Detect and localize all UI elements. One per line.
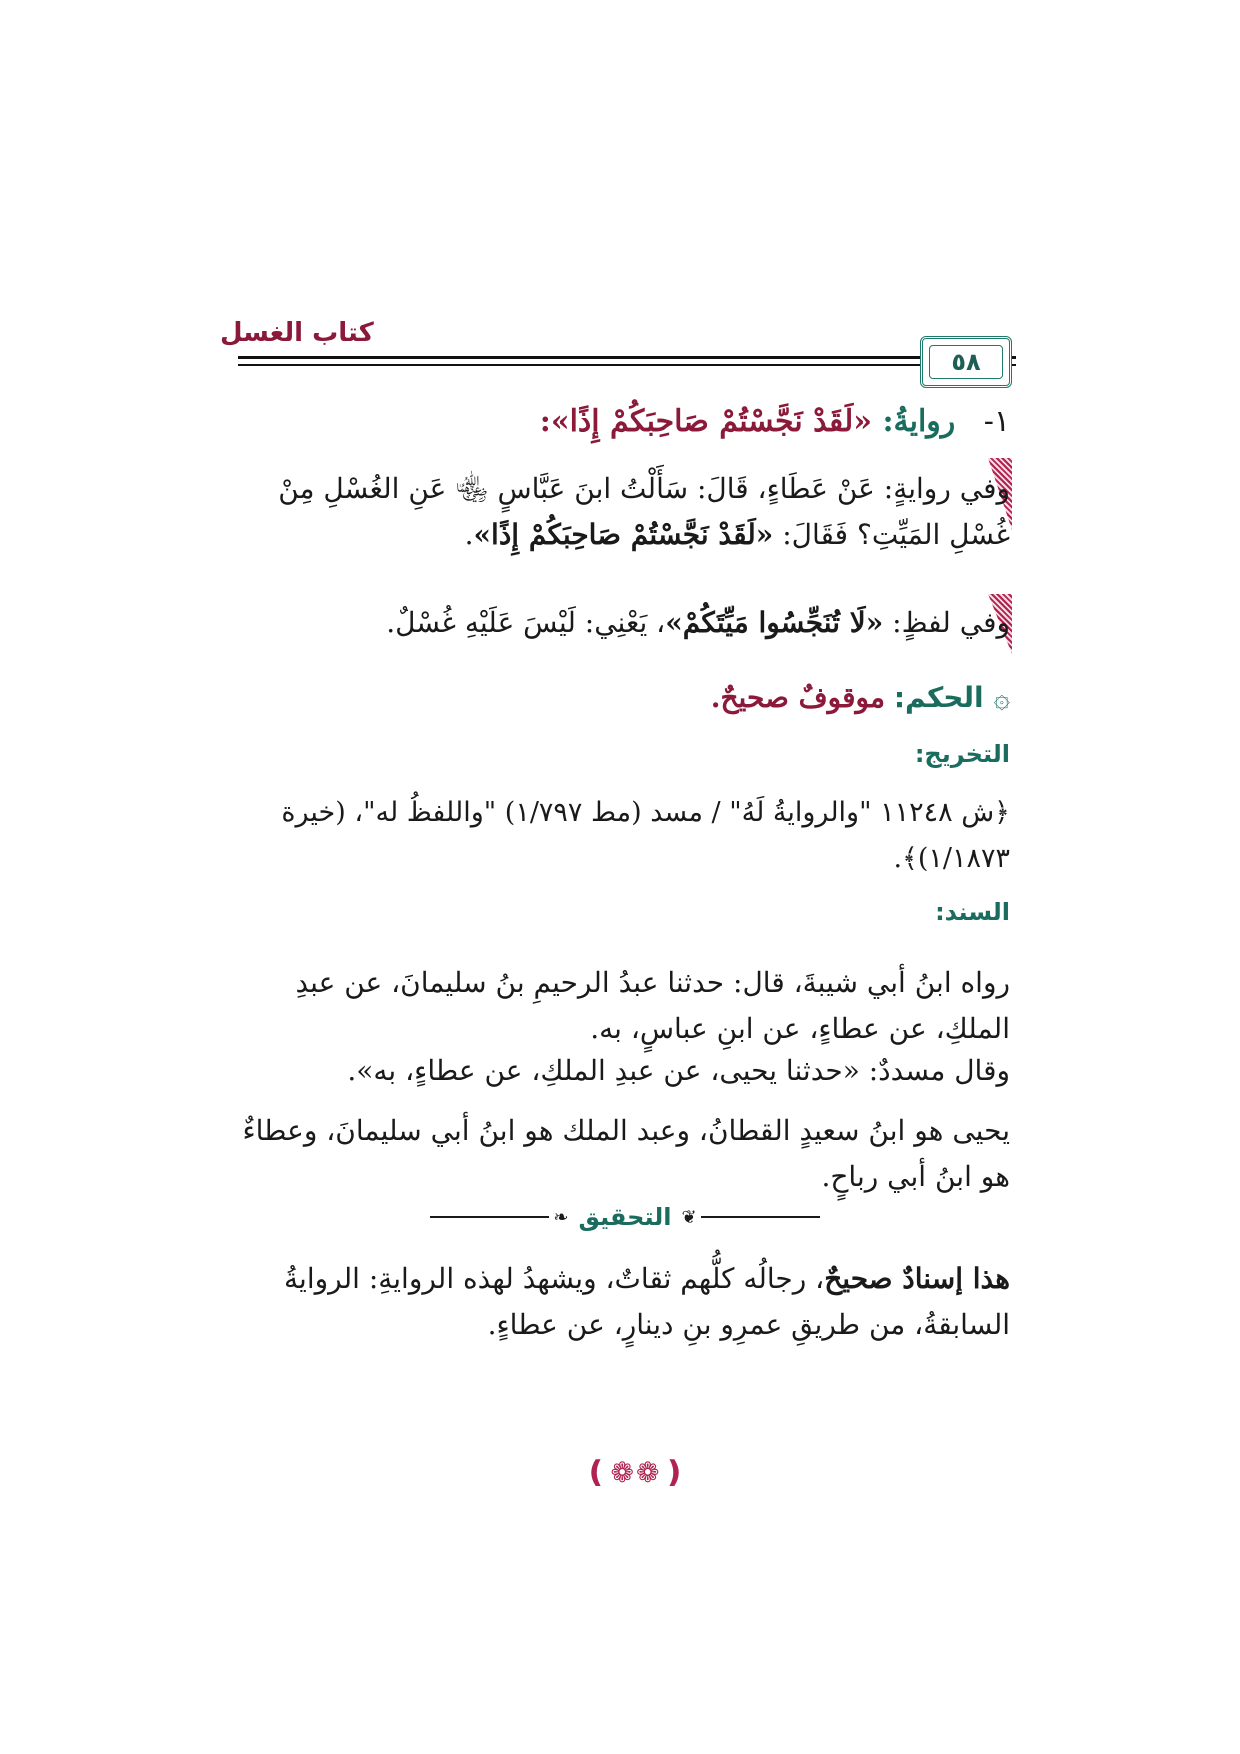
running-title: كتاب الغسل bbox=[220, 318, 374, 348]
section-title bbox=[240, 404, 1010, 439]
riwaya-text: وفي روايةٍ: عَنْ عَطَاءٍ، قَالَ: سَأَلْتُ ابنَ عَبَّاسٍ ﵄ عَنِ الغُسْلِ مِنْ غُسْلِ المَيِّتِ؟ فَقَالَ: bbox=[278, 472, 1010, 551]
lafz-text: وفي لفظٍ: bbox=[883, 606, 1010, 639]
header-rule-bottom bbox=[238, 364, 1016, 366]
hukm-label: الحكم: bbox=[893, 681, 984, 714]
hukm-line bbox=[240, 676, 1010, 720]
tahqiq-paragraph bbox=[240, 1256, 1010, 1348]
riwaya-paragraph bbox=[240, 466, 1010, 558]
end-ornament-icon: ❪ ❁ ❁ ❫ bbox=[583, 1454, 687, 1490]
tahqiq-divider bbox=[430, 1200, 820, 1234]
flourish-icon: ❧ bbox=[553, 1206, 569, 1228]
section-quote: «لَقَدْ نَجَّسْتُمْ صَاحِبَكُمْ إِذًا»: bbox=[539, 404, 872, 439]
takhrij-heading: التخريج: bbox=[914, 740, 1010, 768]
section-label: روايةُ: bbox=[882, 404, 956, 439]
lafz-paragraph bbox=[240, 600, 1010, 646]
flourish-icon: ❦ bbox=[681, 1206, 697, 1228]
riwaya-end: . bbox=[464, 518, 474, 551]
rosette-icon: ۞ bbox=[993, 681, 1010, 714]
header-rule-top bbox=[238, 356, 1016, 359]
sanad-paragraph-3: يحيى هو ابنُ سعيدٍ القطانُ، وعبد الملك هو ابنُ أبي سليمانَ، وعطاءٌ هو ابنُ أبي رباحٍ. bbox=[242, 1114, 1010, 1193]
divider-line bbox=[430, 1216, 549, 1218]
tahqiq-text: ، رجالُه كلُّهم ثقاتٌ، ويشهدُ لهذه الروايةِ: الروايةُ السابقةُ، من طريقِ عمرِو بنِ دينارٍ، عن عطاءٍ. bbox=[284, 1262, 1010, 1341]
lafz-quote: «لَا تُنَجِّسُوا مَيِّتَكُمْ» bbox=[665, 606, 884, 639]
divider-line bbox=[701, 1216, 820, 1218]
sanad-paragraph-1: رواه ابنُ أبي شيبةَ، قال: حدثنا عبدُ الرحيمِ بنُ سليمانَ، عن عبدِ الملكِ، عن عطاءٍ، عن ابنِ عباسٍ، به. bbox=[295, 966, 1010, 1045]
hukm-value: موقوفٌ صحيحٌ. bbox=[710, 681, 885, 714]
page-number-frame bbox=[920, 336, 1012, 388]
sanad-heading: السند: bbox=[935, 898, 1010, 926]
page-number: ٥٨ bbox=[929, 345, 1003, 379]
tahqiq-verdict: هذا إسنادٌ صحيحٌ bbox=[824, 1262, 1010, 1295]
sanad-paragraph-2: وقال مسددٌ: «حدثنا يحيى، عن عبدِ الملكِ، عن عطاءٍ، به». bbox=[347, 1054, 1010, 1087]
section-number: ١- bbox=[983, 404, 1010, 439]
tahqiq-heading: التحقيق bbox=[578, 1203, 672, 1231]
riwaya-quote: «لَقَدْ نَجَّسْتُمْ صَاحِبَكُمْ إِذًا» bbox=[473, 518, 774, 551]
lafz-end: ، يَعْنِي: لَيْسَ عَلَيْهِ غُسْلٌ. bbox=[386, 606, 666, 639]
takhrij-text: ﴿ش ١١٢٤٨ "والروايةُ لَهُ" / مسد (مط ١/٧٩٧) "واللفظُ له"، (خيرة ١/١٨٧٣)﴾. bbox=[281, 797, 1010, 874]
